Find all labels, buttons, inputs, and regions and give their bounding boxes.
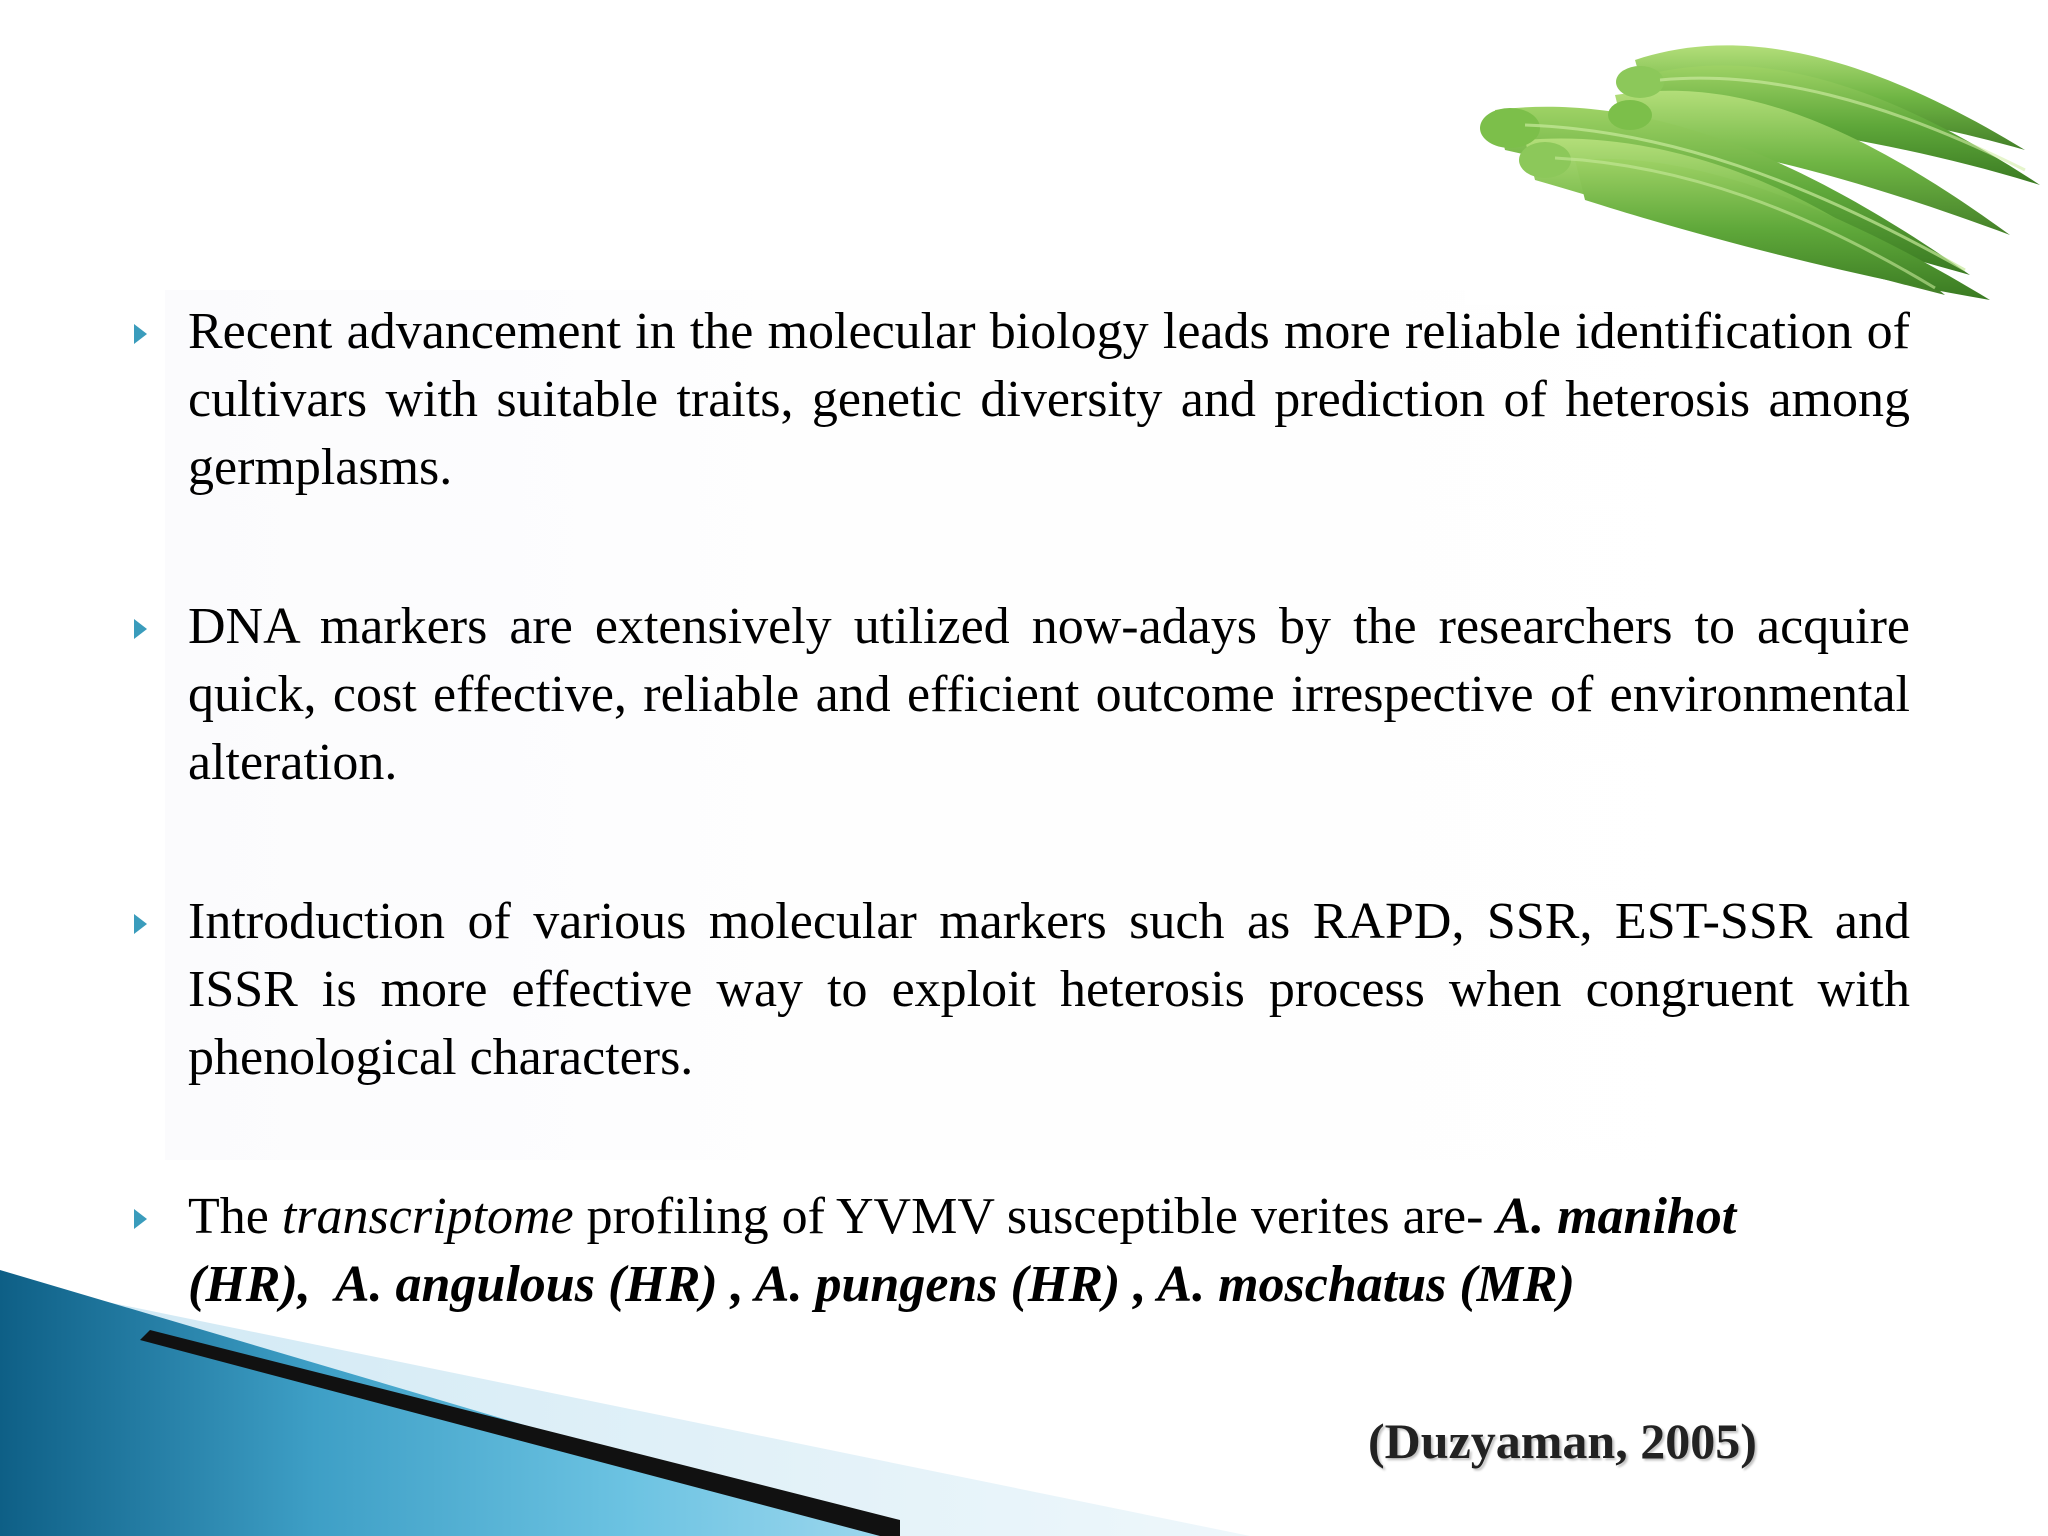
triangle-bullet-icon bbox=[134, 914, 147, 934]
bullet-text-middle: profiling of YVMV susceptible verites are- bbox=[573, 1188, 1497, 1245]
bullet-item bbox=[130, 593, 1910, 797]
bullet-text: Recent advancement in the molecular biology leads more reliable identification of cultivars with suitable traits, genetic diversity and prediction of heterosis among germplasms. bbox=[188, 303, 1910, 496]
okra-pods-icon bbox=[1465, 0, 2048, 305]
bullet-text: DNA markers are extensively utilized now-adays by the researchers to acquire quick, cost effective, reliable and efficient outcome irrespective of environmental alteration. bbox=[188, 598, 1910, 791]
bullet-item bbox=[130, 298, 1910, 502]
triangle-bullet-icon bbox=[134, 619, 147, 639]
species-list-rest: (HR), A. angulous (HR) , A. pungens (HR) , A. moschatus (MR) bbox=[188, 1256, 1575, 1313]
citation: (Duzyaman, 2005) bbox=[1368, 1413, 1757, 1469]
species-list-first: A. manihot bbox=[1496, 1188, 1737, 1245]
triangle-bullet-icon bbox=[134, 1209, 147, 1229]
bullet-text: Introduction of various molecular markers such as RAPD, SSR, EST-SSR and ISSR is more effective way to exploit heterosis process when congruent with phenological characters. bbox=[188, 893, 1910, 1086]
transcriptome-term: transcriptome bbox=[281, 1188, 574, 1245]
blue-swoosh-decoration bbox=[0, 1270, 2048, 1536]
bullet-text-prefix: The bbox=[188, 1188, 282, 1245]
okra-pods-image bbox=[1465, 0, 2048, 305]
bullet-list bbox=[130, 298, 1910, 1319]
triangle-bullet-icon bbox=[134, 324, 147, 344]
bullet-item bbox=[130, 888, 1910, 1092]
